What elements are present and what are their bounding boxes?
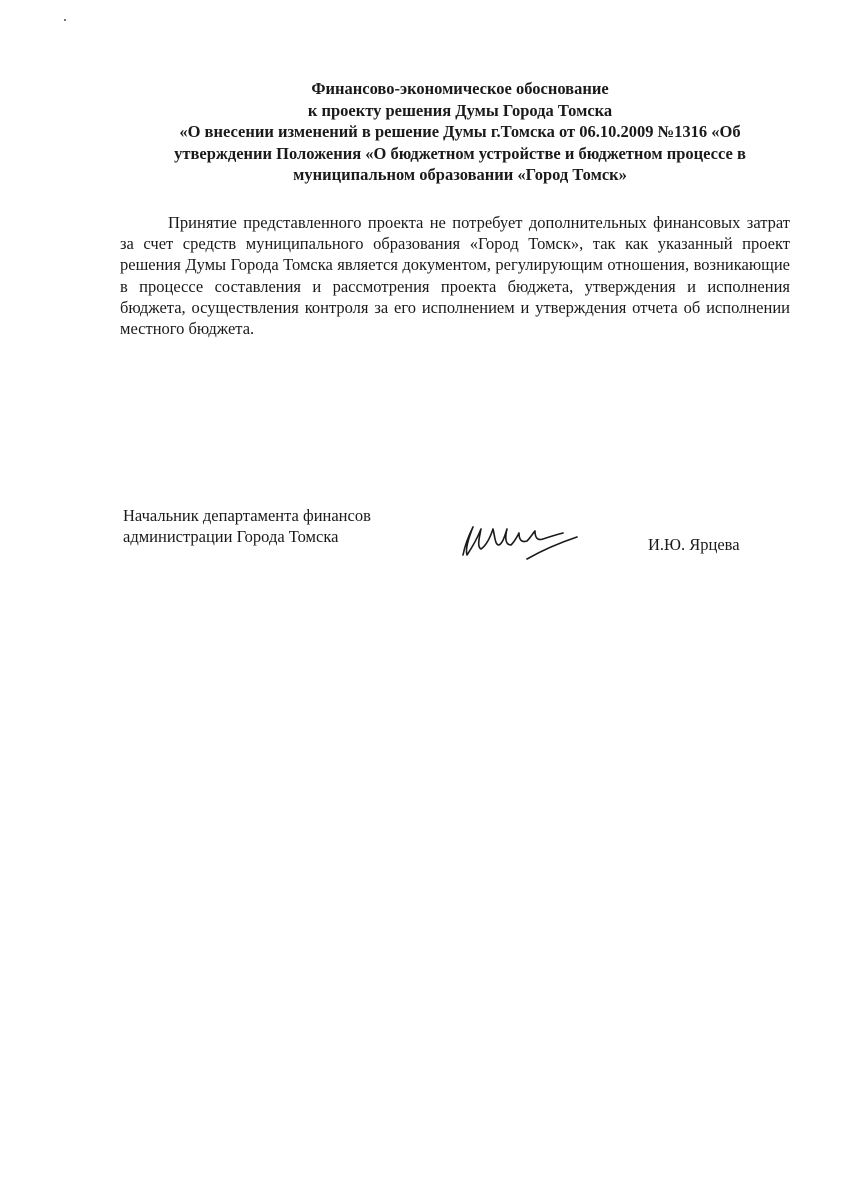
signer-title <box>123 505 371 547</box>
heading-line: утверждении Положения «О бюджетном устройстве и бюджетном процессе в <box>174 143 746 163</box>
signer-name: И.Ю. Ярцева <box>648 535 740 554</box>
heading-line: Финансово-экономическое обоснование <box>311 79 609 98</box>
document-heading <box>120 78 800 186</box>
scan-speck <box>64 19 66 21</box>
signer-title-line: администрации Города Томска <box>123 527 339 546</box>
body-paragraph: Принятие представленного проекта не потребует дополнительных финансовых затрат за счет средств муниципального образования «Город Томск», так как указанный проект решения Думы Города Томска является документом, регулирующим отношения, возникающие в процессе составления и рассмотрения проекта бюджета, утверждения и исполнения бюджета, осуществления контроля за его исполнением и утверждения отчета об исполнении местного бюджета. <box>120 213 790 339</box>
signer-title-line: Начальник департамента финансов <box>123 506 371 525</box>
heading-line: «О внесении изменений в решение Думы г.Томска от 06.10.2009 №1316 «Об <box>179 122 741 141</box>
heading-line: к проекту решения Думы Города Томска <box>307 100 613 120</box>
handwritten-signature <box>455 515 585 570</box>
heading-line: муниципальном образовании «Город Томск» <box>293 165 627 184</box>
